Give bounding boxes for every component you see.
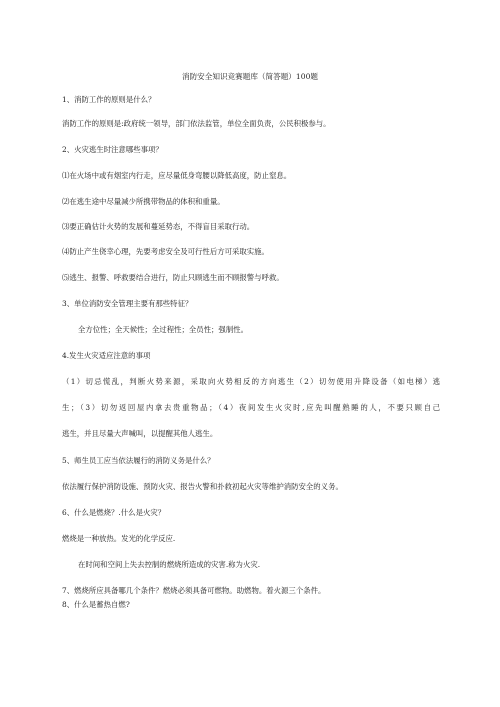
question-6: 6、什么是燃烧？.什么是火灾？ <box>62 508 166 517</box>
question-2: 2、火灾逃生时注意哪些事项？ <box>62 145 163 154</box>
question-7: 7、燃烧所应具备哪几个条件？燃烧必须具备可燃物。助燃物。着火源三个条件。 <box>62 586 326 595</box>
question-3: 3、单位消防安全管理主要有那些特征？ <box>62 299 193 308</box>
answer-2-item-5: ⑸逃生、报警、呼救要结合进行，防止只顾逃生而不顾报警与呼救。 <box>62 273 284 282</box>
answer-2-item-1: ⑴在火场中或有烟室内行走，应尽量低身弯腰以降低高度，防止窒息。 <box>62 171 292 180</box>
answer-2-item-2: ⑵在逃生途中尽量减少所携带物品的体积和重量。 <box>62 197 225 206</box>
answer-6-line-2: 在时间和空间上失去控制的燃烧所造成的灾害.称为火灾. <box>78 560 261 569</box>
document-title: 消防安全知识竞赛题库（简答题）100题 <box>182 72 318 81</box>
answer-5: 依法履行保护消防设施、预防火灾、报告火警和扑救初起火灾等维护消防安全的义务。 <box>62 482 343 491</box>
answer-4-line-1: （1）切忌慌乱，判断火势来源，采取向火势相反的方向逃生（2）切勿使用升降设备（如电梯）逃 <box>62 377 440 386</box>
answer-4-line-2: 生；（3）切勿返回屋内拿去贵重物品；（4）夜间发生火灾时,应先叫醒熟睡的人，不要只顾自己 <box>62 403 440 412</box>
answer-2-item-4: ⑷防止产生侥幸心理，先要考虑安全及可行性后方可采取实施。 <box>62 247 269 256</box>
answer-3: 全方位性；全天候性；全过程性；全员性；强制性。 <box>78 325 248 334</box>
answer-2-item-3: ⑶要正确估计火势的发展和蔓延势态，不得盲目采取行动。 <box>62 222 255 231</box>
answer-1: 消防工作的原则是:政府统一领导，部门依法监管，单位全面负责，公民积极参与。 <box>62 119 331 128</box>
question-5: 5、师生员工应当依法履行的消防义务是什么？ <box>62 456 215 465</box>
question-4: 4.发生火灾适应注意的事项 <box>62 351 151 360</box>
question-8: 8、什么是蓄热自燃? <box>62 600 130 609</box>
answer-4-line-3: 逃生，并且尽量大声喊叫，以提醒其他人逃生。 <box>62 429 218 438</box>
question-1: 1、消防工作的原则是什么？ <box>62 95 156 104</box>
answer-6-line-1: 燃烧是一种放热。发光的化学反应. <box>62 534 176 543</box>
